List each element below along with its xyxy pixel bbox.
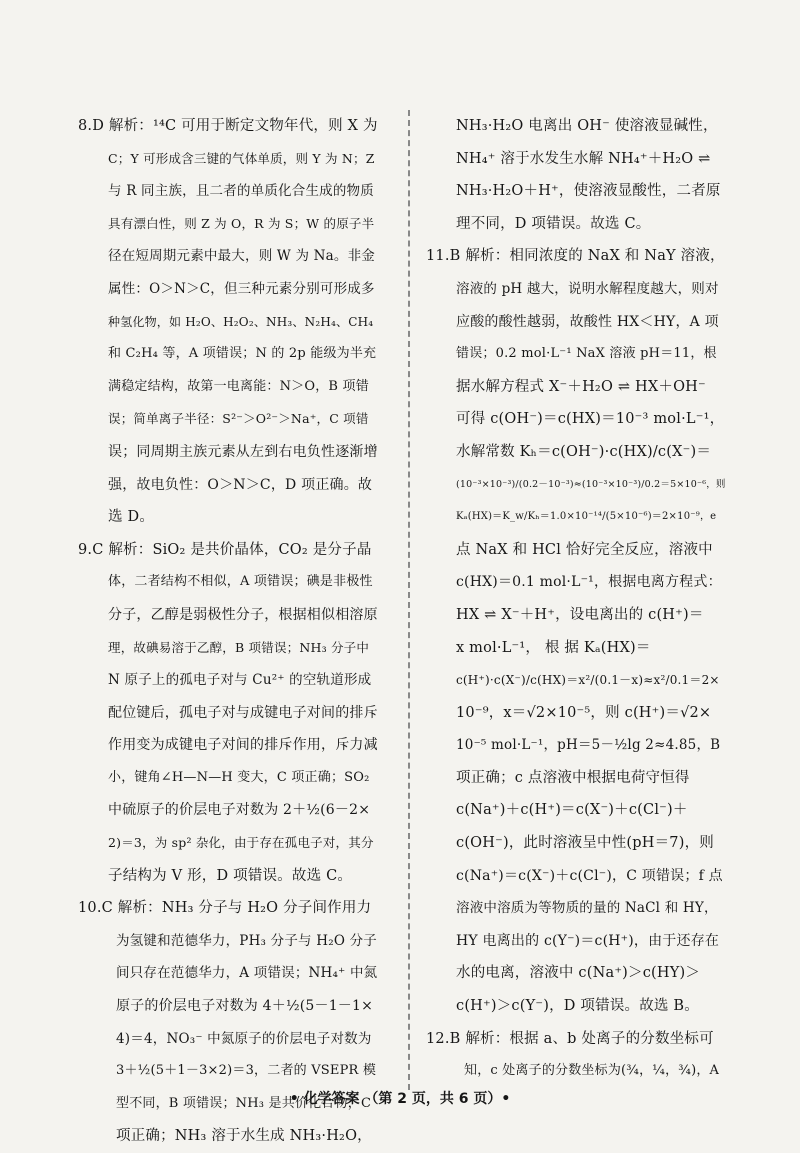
text-line: Kₐ(HX)＝K_w/Kₕ＝1.0×10⁻¹⁴/(5×10⁻⁶)＝2×10⁻⁹，e xyxy=(456,511,717,523)
text-line: c(Na⁺)＋c(H⁺)＝c(X⁻)＋c(Cl⁻)＋ xyxy=(456,802,688,819)
text-line: 错误；0.2 mol·L⁻¹ NaX 溶液 pH＝11，根 xyxy=(456,346,717,362)
text-line: 理，故碘易溶于乙醇，B 项错误；NH₃ 分子中 xyxy=(108,639,370,655)
text-line: 体，二者结构不相似，A 项错误；碘是非极性 xyxy=(108,574,373,590)
text-line: 水的电离，溶液中 c(Na⁺)＞c(HY)＞ xyxy=(456,965,701,982)
text-line: 据水解方程式 X⁻＋H₂O ⇌ HX＋OH⁻ xyxy=(456,378,706,395)
text-line: 4)＝4，NO₃⁻ 中氮原子的价层电子对数为 xyxy=(116,1030,372,1047)
text-line: 子结构为 V 形，D 项错误。故选 C。 xyxy=(108,867,353,884)
text-line: 误；同周期主族元素从左到右电负性逐渐增 xyxy=(108,443,378,460)
text-line: 为氢键和范德华力，PH₃ 分子与 H₂O 分子 xyxy=(116,932,377,949)
text-line: 溶液中溶质为等物质的量的 NaCl 和 HY， xyxy=(456,900,718,917)
right-column xyxy=(426,110,726,1088)
text-line: 10⁻⁵ mol·L⁻¹，pH＝5－½lg 2≈4.85，B xyxy=(456,737,721,754)
text-line: 配位键后，孤电子对与成键电子对间的排斥 xyxy=(108,704,378,721)
text-line: 9.C 解析：SiO₂ 是共价晶体，CO₂ 是分子晶 xyxy=(78,541,372,558)
text-line: 径在短周期元素中最大，则 W 为 Na。非金 xyxy=(108,248,376,265)
text-line: 属性：O＞N＞C，但三种元素分别可形成多 xyxy=(108,280,375,297)
text-line: 水解常数 Kₕ＝c(OH⁻)·c(HX)/c(X⁻)＝ xyxy=(456,443,712,460)
text-line: 中硫原子的价层电子对数为 2＋½(6－2× xyxy=(108,802,371,819)
text-line: c(H⁺)·c(X⁻)/c(HX)＝x²/(0.1－x)≈x²/0.1＝2× xyxy=(456,673,720,688)
text-line: 选 D。 xyxy=(108,509,155,526)
text-line: 种氢化物，如 H₂O、H₂O₂、NH₃、N₂H₄、CH₄ xyxy=(108,314,374,329)
text-line: c(OH⁻)，此时溶液呈中性(pH＝7)，则 xyxy=(456,835,714,852)
text-line: 8.D 解析：¹⁴C 可用于断定文物年代，则 X 为 xyxy=(78,118,378,134)
text-line: 11.B 解析：相同浓度的 NaX 和 NaY 溶液， xyxy=(426,248,725,265)
text-line: 应酸的酸性越弱，故酸性 HX＜HY，A 项 xyxy=(456,313,719,330)
text-line: x mol·L⁻¹， 根 据 Kₐ(HX)＝ xyxy=(456,639,651,656)
text-line: 具有漂白性，则 Z 为 O，R 为 S；W 的原子半 xyxy=(108,215,375,231)
text-line: 满稳定结构，故第一电离能：N＞O，B 项错 xyxy=(108,378,369,394)
page-footer: • 化学答案 （第 2 页，共 6 页）• xyxy=(289,1091,511,1107)
text-line: 点 NaX 和 HCl 恰好完全反应，溶液中 xyxy=(456,541,713,558)
text-line: C；Y 可形成含三键的气体单质，则 Y 为 N；Z xyxy=(108,150,375,166)
text-line: 小，键角∠H—N—H 变大，C 项正确；SO₂ xyxy=(108,769,370,785)
text-line: 原子的价层电子对数为 4＋½(5－1－1× xyxy=(116,998,374,1015)
text-line: 项正确；NH₃ 溶于水生成 NH₃·H₂O， xyxy=(116,1128,372,1145)
text-line: (10⁻³×10⁻³)/(0.2－10⁻³)≈(10⁻³×10⁻³)/0.2＝5×10⁻⁶，则 xyxy=(456,478,726,490)
text-line: 2)＝3，为 sp² 杂化，由于存在孤电子对，其分 xyxy=(108,835,374,851)
text-line: NH₃·H₂O＋H⁺，使溶液显酸性，二者原 xyxy=(456,183,721,200)
text-line: c(HX)＝0.1 mol·L⁻¹，根据电离方程式： xyxy=(456,574,722,591)
text-line: 与 R 同主族，且二者的单质化合生成的物质 xyxy=(108,183,374,200)
text-line: 理不同，D 项错误。故选 C。 xyxy=(456,215,651,232)
text-line: 知，c 处离子的分数坐标为(¾，¼，¾)，A xyxy=(464,1063,720,1079)
text-line: c(Na⁺)＝c(X⁻)＋c(Cl⁻)，C 项错误；f 点 xyxy=(456,867,723,884)
column-divider xyxy=(408,110,410,1090)
text-line: NH₄⁺ 溶于水发生水解 NH₄⁺＋H₂O ⇌ xyxy=(456,150,711,167)
text-line: 溶液的 pH 越大，说明水解程度越大，则对 xyxy=(456,280,719,297)
text-line: 间只存在范德华力，A 项错误；NH₄⁺ 中氮 xyxy=(116,965,378,982)
text-line: HX ⇌ X⁻＋H⁺，设电离出的 c(H⁺)＝ xyxy=(456,606,704,623)
text-line: 12.B 解析：根据 a、b 处离子的分数坐标可 xyxy=(426,1030,714,1047)
text-line: 10⁻⁹，x＝√2×10⁻⁵，则 c(H⁺)＝√2× xyxy=(456,704,712,721)
text-line: N 原子上的孤电子对与 Cu²⁺ 的空轨道形成 xyxy=(108,672,372,689)
text-line: 和 C₂H₄ 等，A 项错误；N 的 2p 能级为半充 xyxy=(108,346,377,362)
text-line: c(H⁺)＞c(Y⁻)，D 项错误。故选 B。 xyxy=(456,998,699,1015)
text-line: 误；简单离子半径：S²⁻＞O²⁻＞Na⁺，C 项错 xyxy=(108,411,369,427)
text-line: 3＋½(5＋1－3×2)＝3，二者的 VSEPR 模 xyxy=(116,1063,377,1079)
text-line: 型不同，B 项错误；NH₃ 是共价化合物，C xyxy=(116,1095,372,1111)
text-line: NH₃·H₂O 电离出 OH⁻ 使溶液显碱性， xyxy=(456,118,718,134)
text-line: 10.C 解析：NH₃ 分子与 H₂O 分子间作用力 xyxy=(78,900,372,917)
text-line: 作用变为成键电子对间的排斥作用，斥力减 xyxy=(108,737,378,754)
text-line: 可得 c(OH⁻)＝c(HX)＝10⁻³ mol·L⁻¹， xyxy=(456,411,725,428)
left-column xyxy=(78,110,378,1153)
text-line: 分子，乙醇是弱极性分子，根据相似相溶原 xyxy=(108,606,378,623)
text-line: 强，故电负性：O＞N＞C，D 项正确。故 xyxy=(108,476,373,493)
text-line: HY 电离出的 c(Y⁻)＝c(H⁺)，由于还存在 xyxy=(456,932,720,949)
text-line: 项正确；c 点溶液中根据电荷守恒得 xyxy=(456,769,690,786)
